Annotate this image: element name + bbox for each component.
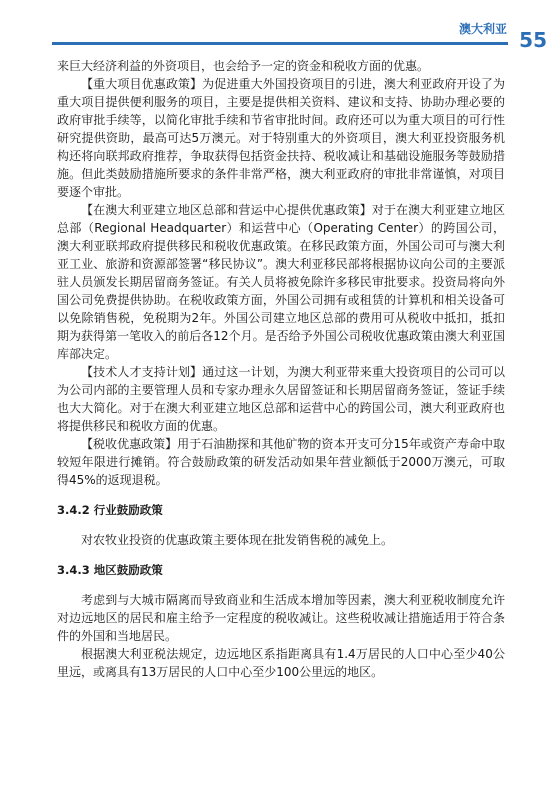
body-paragraph: 【技术人才支持计划】通过这一计划，为澳大利亚带来重大投资项目的公司可以为公司内部的主要管理人员和专家办理永久居留签证和长期居留商务签证，签证手续也大大简化。对于在澳大利亚建立地区总部和运营中心的跨国公司，澳大利亚政府也将提供移民和税收方面的优惠。 bbox=[57, 365, 505, 433]
body-paragraph: 来巨大经济利益的外资项目，也会给予一定的资金和税收方面的优惠。 bbox=[57, 59, 430, 73]
body-paragraph: 对农牧业投资的优惠政策主要体现在批发销售税的减免上。 bbox=[81, 533, 394, 547]
section-heading: 3.4.2 行业鼓励政策 bbox=[57, 503, 163, 517]
body-paragraph: 考虑到与大城市隔离而导致商业和生活成本增加等因素，澳大利亚税收制度允许对边远地区的居民和雇主给予一定程度的税收减让。这些税收减让措施适用于符合条件的外国和当地居民。 bbox=[57, 593, 505, 643]
spacer bbox=[57, 489, 505, 495]
body-paragraph: 【税收优惠政策】用于石油勘探和其他矿物的资本开支可分15年或资产寿命中取较短年限进行摊销。符合鼓励政策的研发活动如果年营业额低于2000万澳元，可取得45%的返现退税。 bbox=[57, 437, 505, 487]
body-paragraph: 【在澳大利亚建立地区总部和营运中心提供优惠政策】对于在澳大利亚建立地区总部（Regional Headquarter）和运营中心（Operating Center）的跨国公司，澳大利亚联邦政府提供移民和税收优惠政策。在移民政策方面，外国公司可与澳大利亚工业、旅游和资源部签署“移民协议”。澳大利亚移民部将根据协议向公司的主要派驻人员颁发长期居留商务签证。有关人员将被免除许多移民审批要求。投资局将向外国公司免费提供协助。在税收政策方面，外国公司拥有或租赁的计算机和相关设备可以免除销售税，免税期为2年。外国公司建立地区总部的费用可从税收中抵扣，抵扣期为获得第一笔收入的前后各12个月。是否给予外国公司税收优惠政策由澳大利亚国库部决定。 bbox=[57, 203, 505, 361]
spacer bbox=[57, 549, 505, 555]
body-paragraph: 根据澳大利亚税法规定，边远地区系指距离具有1.4万居民的人口中心至少40公里远，或离具有13万居民的人口中心至少100公里远的地区。 bbox=[57, 647, 505, 679]
running-header-title: 澳大利亚 bbox=[458, 22, 507, 36]
section-heading: 3.4.3 地区鼓励政策 bbox=[57, 563, 163, 577]
body-paragraph: 【重大项目优惠政策】为促进重大外国投资项目的引进，澳大利亚政府开设了为重大项目提供便利服务的项目，主要是提供相关资料、建议和支持、协助办理必要的政府审批手续等，以简化审批手续和节省审批时间。政府还可以为重大项目的可行性研究提供资助，最高可达5万澳元。对于特别重大的外资项目，澳大利亚投资服务机构还将向联邦政府推荐，争取获得包括资金扶持、税收减让和基础设施服务等鼓励措施。但此类鼓励措施所要求的条件非常严格，澳大利亚政府的审批非常谨慎，对项目要逐个审批。 bbox=[57, 77, 505, 199]
page-body bbox=[57, 57, 505, 681]
page-number: 55 bbox=[519, 28, 547, 52]
header-divider bbox=[52, 42, 508, 45]
